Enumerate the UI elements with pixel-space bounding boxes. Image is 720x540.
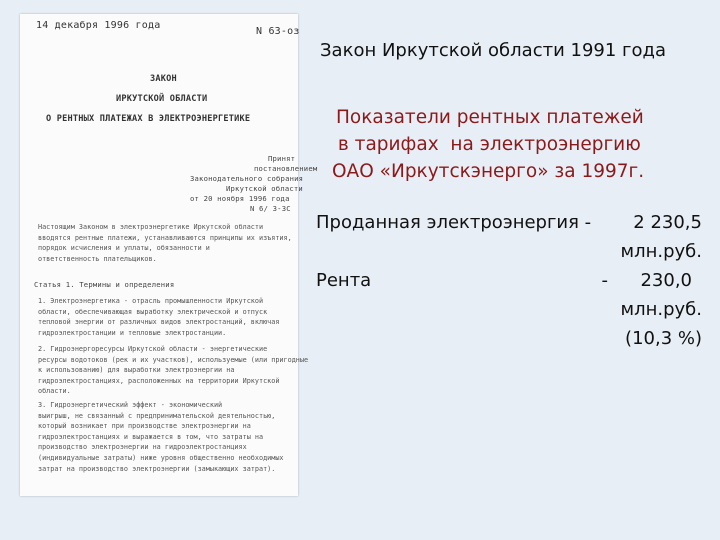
paragraph-line: тепловой энергии от различных видов электростанций, включая bbox=[38, 318, 280, 327]
adopted-line-4: Иркутской области bbox=[226, 184, 303, 193]
paragraph-line: производство электроэнергии на гидроэлектростанциях bbox=[38, 443, 247, 452]
sold-energy-row bbox=[316, 208, 702, 237]
sold-energy-unit: млн.руб. bbox=[620, 241, 702, 262]
subtitle-line-2: в тарифах на электроэнергию bbox=[332, 134, 641, 155]
adopted-line-1: Принят bbox=[268, 154, 296, 163]
intro-paragraph bbox=[38, 222, 296, 264]
paragraph-line: 3. Гидроэнергетический эффект - экономический bbox=[38, 401, 223, 409]
paragraph-line: который возникает при производстве электроэнергии на bbox=[38, 422, 251, 431]
adopted-line-5: от 20 ноября 1996 года bbox=[190, 194, 290, 203]
slide-title: Закон Иркутской области 1991 года bbox=[320, 40, 666, 61]
paragraph-line: затрат на производство электроэнергии (замыкающих затрат). bbox=[38, 464, 276, 473]
rent-dash: - bbox=[601, 270, 608, 291]
rent-share: (10,3 %) bbox=[625, 328, 702, 349]
paragraph-line: области. bbox=[38, 387, 71, 396]
paragraph-line: области, обеспечивающая выработку электрической и отпуск bbox=[38, 307, 268, 316]
document-title-region: ИРКУТСКОЙ ОБЛАСТИ bbox=[116, 94, 208, 104]
rent-row bbox=[316, 266, 702, 295]
paragraph-line: гидроэлектростанциях, расположенных на территории Иркутской bbox=[38, 376, 280, 385]
paragraph-line: гидроэлектростанции и тепловые электростанции. bbox=[38, 328, 227, 337]
intro-line: ответственность плательщиков. bbox=[38, 254, 157, 263]
document-title-law: ЗАКОН bbox=[150, 74, 177, 84]
intro-line: порядок исчисления и уплаты, обязанности и bbox=[38, 244, 210, 253]
rent-figures bbox=[316, 208, 702, 353]
document-title-subject: О РЕНТНЫХ ПЛАТЕЖАХ В ЭЛЕКТРОЭНЕРГЕТИКЕ bbox=[46, 114, 251, 124]
paragraph-line: выигрыш, не связанный с предпринимательской деятельностью, bbox=[38, 411, 276, 420]
rent-value: 230,0 bbox=[640, 270, 692, 291]
definition-paragraph-1 bbox=[38, 296, 296, 338]
rent-share-row bbox=[316, 324, 702, 353]
article-heading: Статья 1. Термины и определения bbox=[34, 280, 175, 289]
subtitle-line-1: Показатели рентных платежей bbox=[336, 107, 644, 128]
rent-unit-row bbox=[316, 295, 702, 324]
law-document-scan bbox=[20, 14, 318, 496]
paragraph-line: к использованию) для выработки электроэнергии на bbox=[38, 366, 235, 375]
rent-label: Рента bbox=[316, 270, 372, 291]
adopted-line-2: постановлением bbox=[254, 164, 318, 173]
slide-subtitle bbox=[332, 104, 692, 185]
sold-energy-label: Проданная электроэнергия - bbox=[316, 212, 592, 233]
document-date: 14 декабря 1996 года bbox=[36, 20, 161, 31]
sold-energy-value: 2 230,5 bbox=[633, 212, 702, 233]
rent-unit: млн.руб. bbox=[620, 299, 702, 320]
paragraph-line: 2. Гидроэнергоресурсы Иркутской области - энергетические bbox=[38, 345, 268, 353]
definition-paragraph-3 bbox=[38, 400, 296, 474]
adopted-line-3: Законодательного собрания bbox=[190, 174, 304, 183]
adopted-line-6: N 6/ 3-ЗС bbox=[250, 204, 291, 213]
intro-line: вводятся рентные платежи, устанавливаются принципы их изъятия, bbox=[38, 233, 292, 242]
sold-energy-unit-row bbox=[316, 237, 702, 266]
intro-line: Настоящим Законом в электроэнергетике Иркутской области bbox=[38, 223, 264, 231]
subtitle-line-3: ОАО «Иркутскэнерго» за 1997г. bbox=[332, 161, 645, 182]
definition-paragraph-2 bbox=[38, 344, 309, 397]
paragraph-line: гидроэлектростанциях и выражается в том, что затраты на bbox=[38, 432, 264, 441]
paragraph-line: ресурсы водотоков (рек и их участков), используемые (или пригодные bbox=[38, 355, 309, 364]
paragraph-line: 1. Электроэнергетика - отрасль промышленности Иркутской bbox=[38, 297, 264, 305]
document-number: N 63-оз bbox=[256, 26, 300, 37]
paragraph-line: (индивидуальные затраты) ниже уровня общественно необходимых bbox=[38, 453, 284, 462]
